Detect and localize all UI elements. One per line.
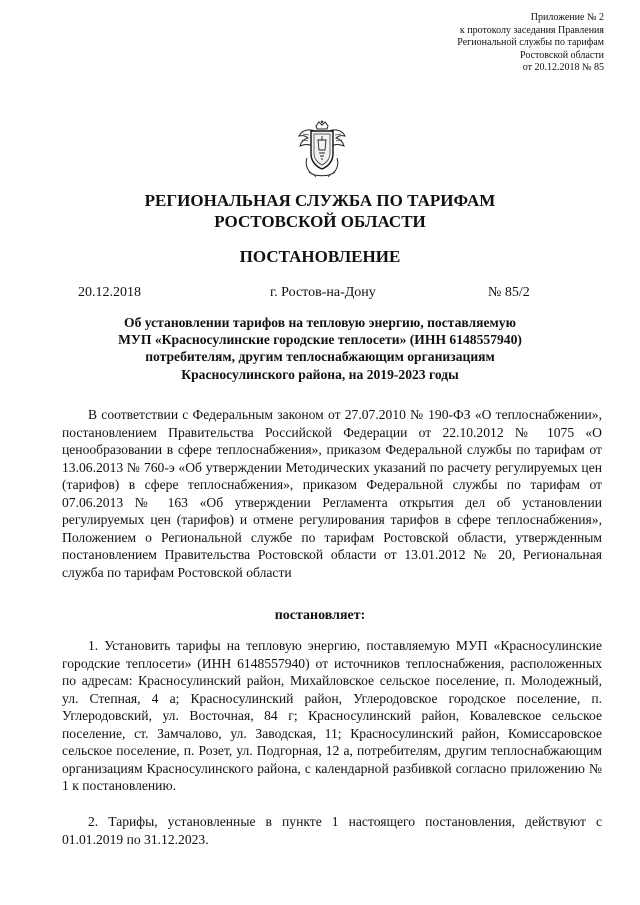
subject-line-1: Об установлении тарифов на тепловую энергию, поставляемую [124,315,516,330]
document-type: ПОСТАНОВЛЕНИЕ [239,247,401,266]
appendix-line-5: от 20.12.2018 № 85 [522,62,604,73]
document-city: г. Ростов-на-Дону [270,285,376,300]
subject-line-3: потребителям, другим теплоснабжающим организациям [145,349,495,365]
appendix-line-2: к протоколу заседания Правления [459,24,604,36]
document-date: 20.12.2018 [78,285,141,300]
appendix-note [457,12,604,75]
appendix-line-1: Приложение № 2 [530,12,604,23]
organization-title-line-1: РЕГИОНАЛЬНАЯ СЛУЖБА ПО ТАРИФАМ [144,191,496,210]
preamble-paragraph: В соответствии с Федеральным законом от 27.07.2010 № 190-ФЗ «О теплоснабжении», постановлением Правительства Российской Федерации от 22.10.2012 № 1075 «О ценообразовании в сфере теплоснабжения», приказом Федеральной службы по тарифам от 13.06.2013 № 760-э «Об утверждении Методических указаний по расчету регулируемых цен (тарифов) в сфере теплоснабжения», приказом Федеральной службы по тарифам от 07.06.2013 № 163 «Об утверждении Регламента открытия дел об установлении регулируемых цен (тарифов) и отмене регулирования тарифов в сфере теплоснабжения», Положением о Региональной службе по тарифам Ростовской области, утвержденным постановлением Правительства Ростовской области от 13.01.2012 № 20, Региональная служба по тарифам Ростовской области [62,407,602,580]
document-number: № 85/2 [488,285,530,300]
document-subject [90,314,550,383]
clause-2-paragraph: 2. Тарифы, установленные в пункте 1 настоящего постановления, действуют с 01.01.2019 по 31.12.2023. [62,814,602,847]
resolves-heading: постановляет: [274,608,366,623]
subject-line-2: МУП «Красносулинские городские теплосети» (ИНН 6148557940) [118,332,522,348]
organization-title [0,190,640,232]
organization-title-line-2: РОСТОВСКОЙ ОБЛАСТИ [214,212,426,231]
appendix-line-3: Региональной службы по тарифам [457,37,604,48]
clause-1-paragraph: 1. Установить тарифы на тепловую энергию, поставляемую МУП «Красносулинские городские теплосети» (ИНН 6148557940) от источников теплоснабжения, расположенных по адресам: Красносулинский район, Михайловское сельское поселение, п. Молодежный, ул. Степная, 4 а; Красносулинский район, Углеродовское городское поселение, п. Углеродовский, ул. Восточная, 84 г; Красносулинский район, Ковалевское сельское поселение, ст. Замчалово, ул. Заводская, 11; Красносулинский район, Комиссаровское сельское поселение, п. Розет, ул. Подгорная, 12 а, потребителям, другим теплоснабжающим организациям Красносулинского района, с календарной разбивкой согласно приложению № 1 к постановлению. [62,638,602,793]
appendix-line-4: Ростовской области [520,49,604,61]
subject-line-4: Красносулинского района, на 2019-2023 годы [181,366,459,382]
coat-of-arms-icon [297,120,347,178]
